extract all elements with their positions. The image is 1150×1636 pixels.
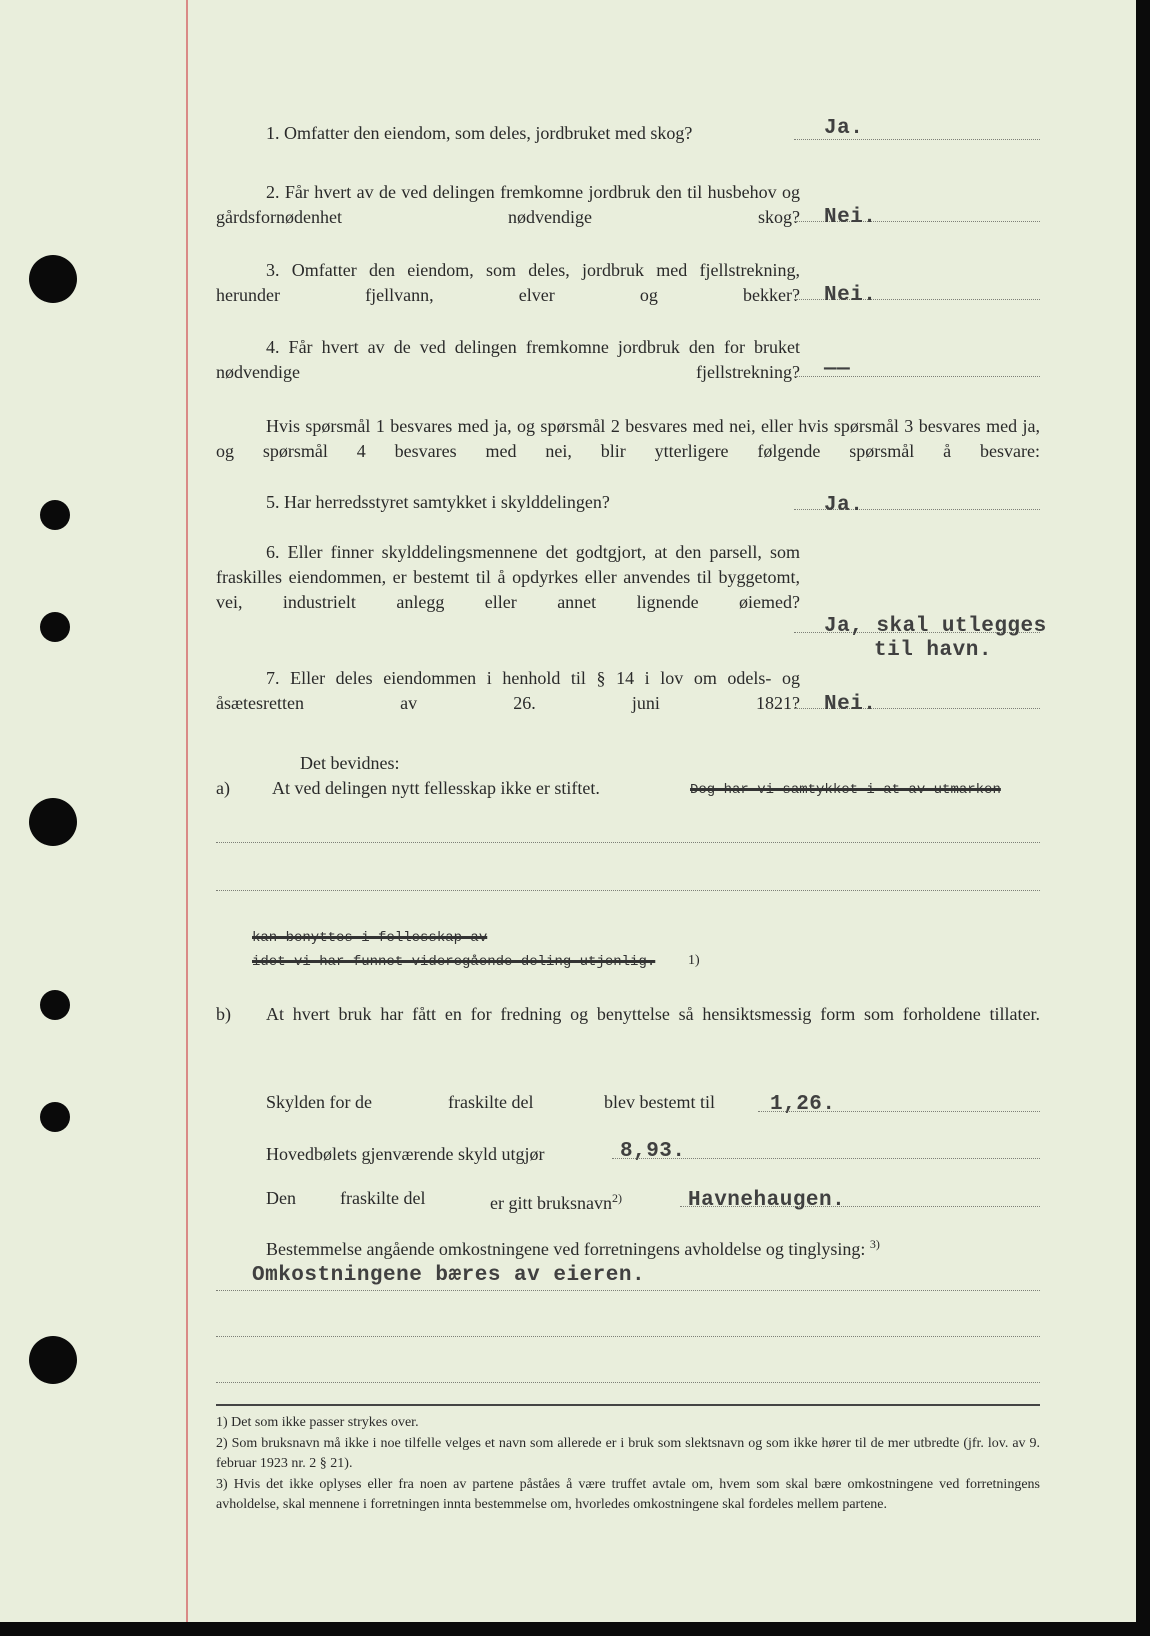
hovedbol-label: Hovedbølets gjenværende skyld utgjør bbox=[266, 1144, 545, 1164]
struck-clause-line-1: kan benyttes i fellesskap av bbox=[252, 930, 488, 946]
bestemmelse-text: Bestemmelse angående omkostningene ved forretningens avholdelse og tinglysing: bbox=[266, 1239, 866, 1259]
skyld-middle: fraskilte del bbox=[448, 1092, 534, 1112]
punch-hole bbox=[29, 798, 77, 846]
bruksnavn-prefix: Den bbox=[266, 1188, 296, 1208]
skyld-label: Skylden for de bbox=[266, 1092, 372, 1112]
clause-a-struck-text: Dog har vi samtykket i at av utmarken bbox=[690, 782, 1001, 798]
blank-line bbox=[216, 1290, 1040, 1291]
question-7: 7. Eller deles eiendommen i henhold til § 14 i lov om odels- og åsætesretten av 26. juni 1821? bbox=[216, 668, 800, 713]
answer-7: Nei. bbox=[824, 693, 877, 716]
answer-4: —— bbox=[824, 358, 851, 381]
conditional-intro: Hvis spørsmål 1 besvares med ja, og spørsmål 2 besvares med nei, eller hvis spørsmål 3 besvares med ja, og spørsmål 4 besvares med nei, blir ytterligere følgende spørsmål å besvare: bbox=[216, 416, 1040, 461]
clause-b-text: At hvert bruk har fått en for fredning og benyttelse så hensiktsmessig form som forholdene tillater. bbox=[266, 1004, 1040, 1024]
answer-3: Nei. bbox=[824, 284, 877, 307]
punch-hole bbox=[40, 1102, 70, 1132]
punch-hole bbox=[29, 255, 77, 303]
answer-6-line1: Ja, skal utlegges bbox=[824, 615, 1047, 638]
footnote-ref-2: 2) bbox=[611, 1191, 622, 1205]
answer-1: Ja. bbox=[824, 117, 864, 140]
certification-heading: Det bevidnes: bbox=[300, 753, 400, 773]
blank-line bbox=[216, 890, 1040, 891]
margin-rule bbox=[186, 0, 188, 1622]
footnote-2: 2) Som bruksnavn må ikke i noe tilfelle velges et navn som allerede er i bruk som slektsnavn og som ikke hører til de mer utbredte (jfr. lov. av 9. februar 1923 nr. 2 § 21). bbox=[216, 1436, 1040, 1471]
punch-hole bbox=[40, 990, 70, 1020]
bestemmelse-value: Omkostningene bæres av eieren. bbox=[252, 1264, 646, 1287]
footnote-1: 1) Det som ikke passer strykes over. bbox=[216, 1415, 419, 1430]
clause-a-label: a) bbox=[216, 778, 230, 798]
footnote-ref-1: 1) bbox=[688, 953, 700, 968]
skyld-value: 1,26. bbox=[770, 1093, 836, 1116]
footnotes bbox=[216, 1413, 1040, 1516]
question-4: 4. Får hvert av de ved delingen fremkomne jordbruk den for bruket nødvendige fjellstrekning? bbox=[216, 337, 800, 382]
question-2: 2. Får hvert av de ved delingen fremkomne jordbruk den til husbehov og gårdsfornødenhet nødvendige skog? bbox=[216, 182, 800, 227]
blank-line bbox=[216, 842, 1040, 843]
clause-a-text: At ved delingen nytt fellesskap ikke er stiftet. bbox=[272, 778, 600, 798]
question-3: 3. Omfatter den eiendom, som deles, jordbruk med fjellstrekning, herunder fjellvann, elver og bekker? bbox=[216, 260, 800, 305]
hovedbol-value: 8,93. bbox=[620, 1140, 686, 1163]
clause-b-label: b) bbox=[216, 1004, 231, 1024]
punch-hole bbox=[40, 500, 70, 530]
bruksnavn-suffix bbox=[490, 1186, 622, 1216]
footnote-ref-3: 3) bbox=[869, 1237, 880, 1251]
question-6: 6. Eller finner skylddelingsmennene det godtgjort, at den parsell, som fraskilles eiendommen, er bestemt til å opdyrkes eller anvendes til byggetomt, vei, industrielt anlegg eller annet lignende øiemed? bbox=[216, 542, 800, 612]
question-5: 5. Har herredsstyret samtykket i skylddelingen? bbox=[266, 492, 610, 512]
bestemmelse-label bbox=[266, 1232, 1040, 1262]
bruksnavn-value: Havnehaugen. bbox=[688, 1189, 846, 1212]
bruksnavn-suffix-text: er gitt bruksnavn bbox=[490, 1193, 612, 1213]
blank-line bbox=[216, 1382, 1040, 1383]
answer-5: Ja. bbox=[824, 494, 864, 517]
answer-2: Nei. bbox=[824, 206, 877, 229]
punch-hole bbox=[40, 612, 70, 642]
footnote-3: 3) Hvis det ikke oplyses eller fra noen av partene påståes å være truffet avtale om, hvem som skal bære omkostningene ved forretningens avholdelse, skal mennene i forretningen innta bestemmelse om, hvorledes omkostningene skal fordeles mellem partene. bbox=[216, 1477, 1040, 1512]
answer-6-line2: til havn. bbox=[874, 639, 992, 662]
skyld-suffix: blev bestemt til bbox=[604, 1092, 715, 1112]
question-1: 1. Omfatter den eiendom, som deles, jordbruket med skog? bbox=[266, 123, 693, 143]
struck-clause-line-2: idet vi har funnet videregående deling utjenlig. bbox=[252, 954, 656, 970]
bruksnavn-middle: fraskilte del bbox=[340, 1188, 426, 1208]
footnote-divider bbox=[216, 1404, 1040, 1406]
blank-line bbox=[216, 1336, 1040, 1337]
punch-hole bbox=[29, 1336, 77, 1384]
